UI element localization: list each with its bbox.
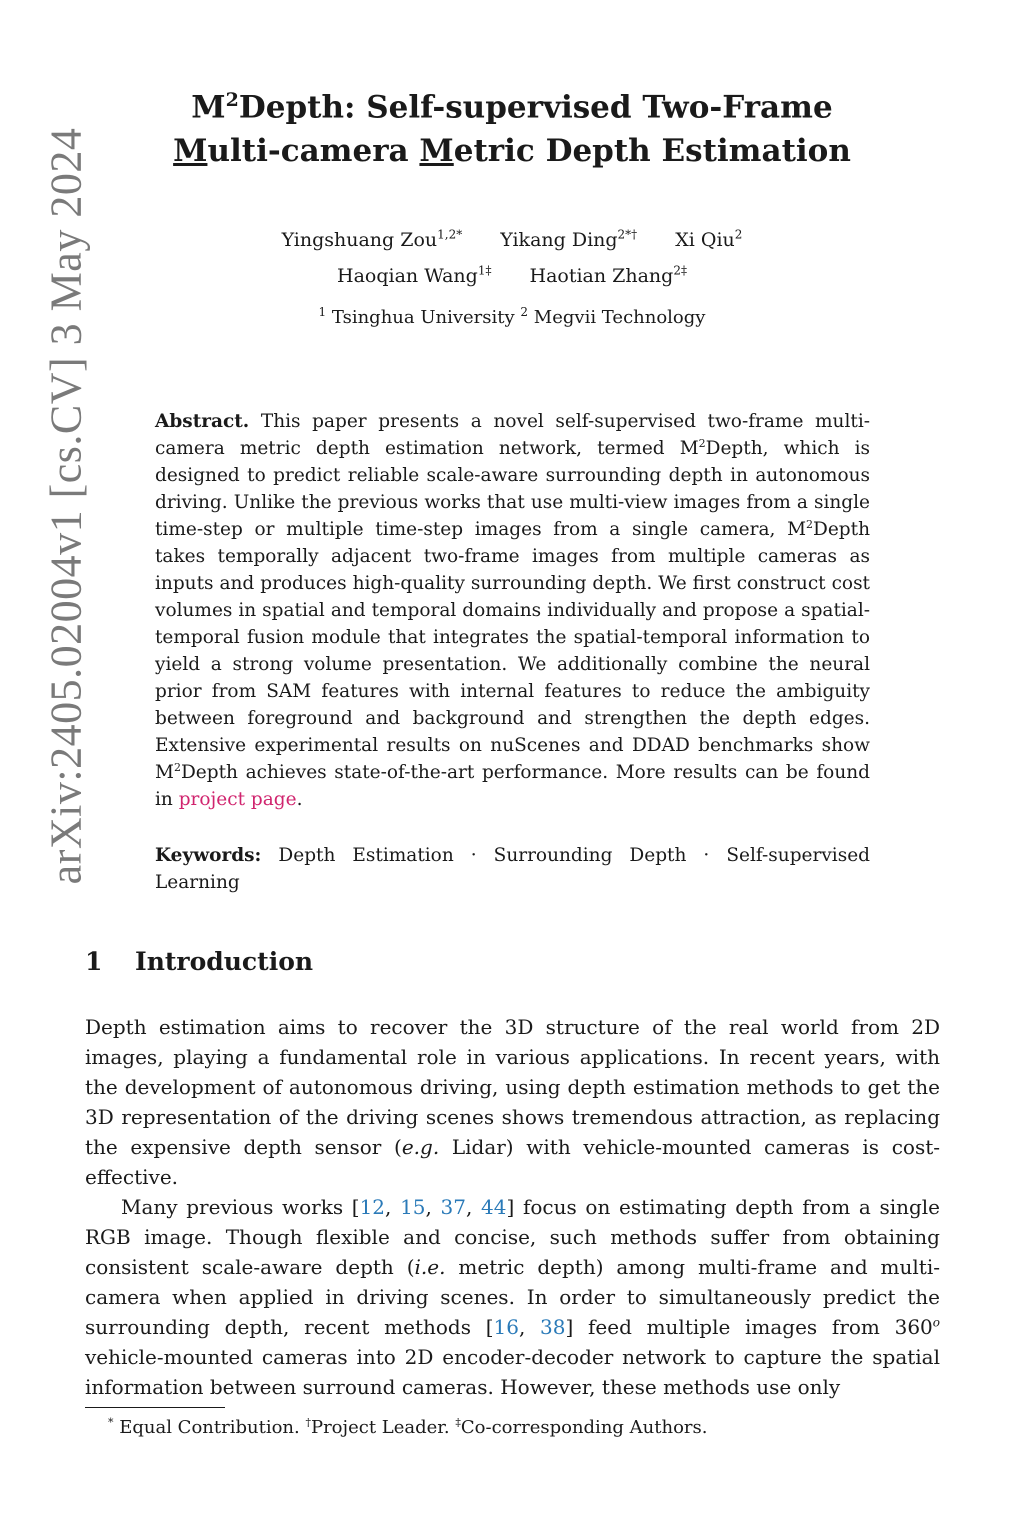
author-line-2 — [120, 255, 904, 290]
author: Haotian Zhang$^{2\ddagger}$ — [529, 263, 687, 287]
section-number: 1 — [85, 947, 103, 976]
author: Xi Qiu$^2$ — [675, 228, 743, 252]
citation-link[interactable]: 38 — [540, 1315, 566, 1339]
arxiv-identifier-text: arXiv:2405.02004v1 [cs.CV] 3 May 2024 — [41, 127, 91, 885]
citation-link[interactable]: 37 — [440, 1195, 466, 1219]
author: Haoqian Wang$^{1\ddagger}$ — [337, 263, 492, 287]
citation-link[interactable]: 16 — [493, 1315, 519, 1339]
citation-link[interactable]: 12 — [359, 1195, 386, 1219]
arxiv-identifier — [41, 76, 91, 936]
citation-link[interactable]: 15 — [400, 1195, 426, 1219]
paragraph: Depth estimation aims to recover the 3D structure of the real world from 2D images, playing a fundamental role in various applications. In recent years, with the development of autonomous driving, using depth estimation methods to get the 3D representation of the driving scenes shows tremendous attraction, as replacing the expensive depth sensor (e.g. Lidar) with vehicle-mounted cameras is cost-effective. — [85, 1015, 941, 1189]
keywords — [155, 842, 870, 896]
abstract-label: Abstract. — [155, 411, 250, 432]
section-heading — [85, 947, 313, 976]
footnote-rule — [85, 1407, 225, 1408]
paragraph: Many previous works [12, 15, 37, 44] focus on estimating depth from a single RGB image. Though flexible and concise, such methods suffer from obtaining consistent scale-aware depth (i.e. metric depth) among multi-frame and multi-camera when applied in driving scenes. In order to simultaneously predict the surrounding depth, recent methods [16, 38] feed multiple images from 360$^o$ vehicle-mounted cameras into 2D encoder-decoder network to capture the spatial information between surround cameras. However, these methods use only — [85, 1195, 941, 1399]
keywords-text: Depth Estimation · Surrounding Depth · Self-supervised Learning — [155, 845, 871, 893]
keywords-label: Keywords: — [155, 845, 262, 866]
author: Yikang Ding$^{2*\dagger}$ — [500, 228, 638, 252]
paper-title — [120, 78, 904, 173]
author-line-1 — [120, 220, 904, 255]
affiliations: $^1$ Tsinghua University $^2$ Megvii Technology — [318, 305, 706, 328]
abstract: Abstract. This paper presents a novel self-supervised two-frame multi-camera metric depth estimation network, termed $M^2Depth$, which is designed to predict reliable scale-aware surrounding depth in autonomous driving. Unlike the previous works that use multi-view images from a single time-step or multiple time-step images from a single camera, $M^2Depth$ takes temporally adjacent two-frame images from multiple cameras as inputs and produces high-quality surrounding depth. We first construct cost volumes in spatial and temporal domains individually and propose a spatial-temporal fusion module that integrates the spatial-temporal information to yield a strong volume presentation. We additionally combine the neural prior from SAM features with internal features to reduce the ambiguity between foreground and background and strengthen the depth edges. Extensive experimental results on nuScenes and DDAD benchmarks show $M^2Depth$ achieves state-of-the-art performance. More results can be found in project page. — [155, 411, 870, 810]
body-text — [85, 1012, 940, 1402]
project-page-link[interactable]: project page — [178, 789, 297, 810]
footnote: * Equal Contribution. †Project Leader. ‡Co-corresponding Authors. — [108, 1416, 708, 1438]
citation-link[interactable]: 44 — [481, 1195, 507, 1219]
section-title: Introduction — [135, 947, 314, 976]
author: Yingshuang Zou$^{1,2*}$ — [281, 228, 463, 252]
author-list — [120, 220, 904, 291]
title-line-2: Multi-camera Metric Depth Estimation — [173, 133, 851, 170]
title-line-1: $M^2Depth$: Self-supervised Two-Frame — [191, 89, 833, 126]
